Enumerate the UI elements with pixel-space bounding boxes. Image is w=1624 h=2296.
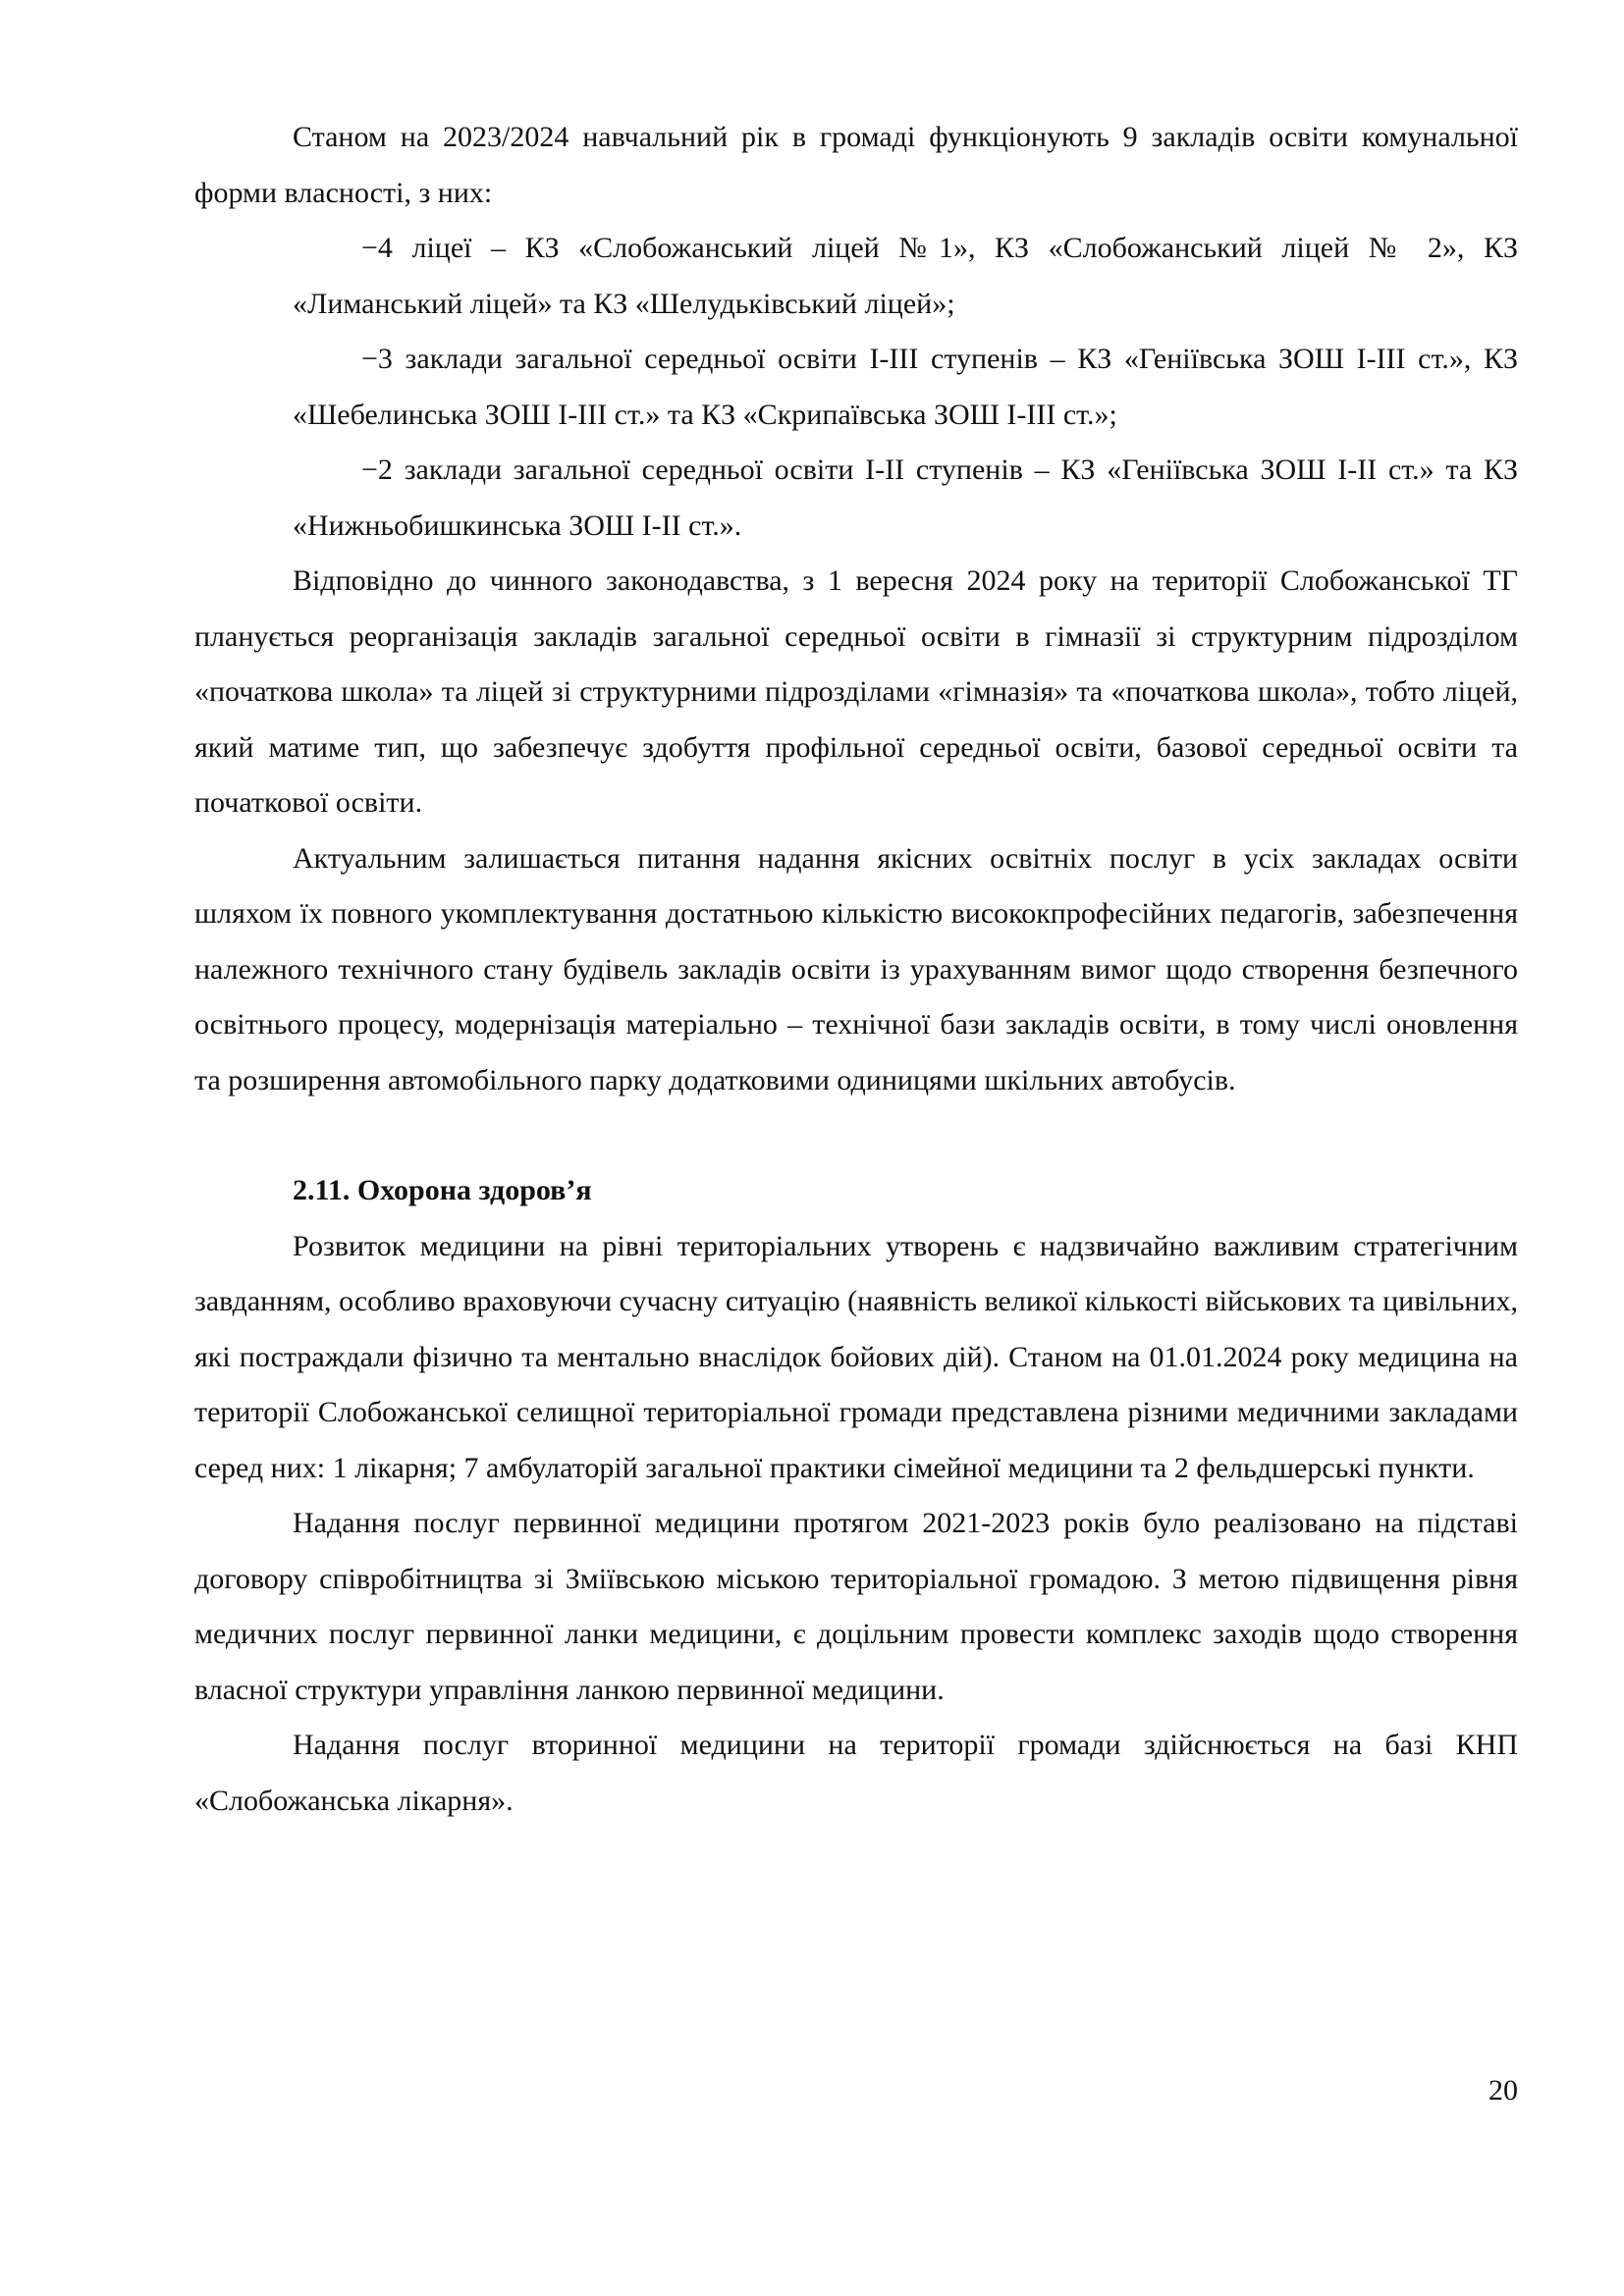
education-services-paragraph: Актуальним залишається питання надання якісних освітніх послуг в усіх закладах освіти шляхом їх повного укомплектування достатньою кількістю висококпрофесійних педагогів, забезпечення належного технічного стану будівель закладів освіти із урахуванням вимог щодо створення безпечного освітнього процесу, модернізація матеріально – технічної бази закладів освіти, в тому числі оновлення та розширення автомобільного парку додатковими одиницями шкільних автобусів. (194, 841, 1518, 1096)
list-item-text: 3 заклади загальної середньої освіти І-ІІІ ступенів – КЗ «Геніївська ЗОШ І-ІІІ ст.», КЗ «Шебелинська ЗОШ І-ІІІ ст.» та КЗ «Скрипаївська ЗОШ І-ІІІ ст.»; (293, 343, 1518, 431)
institutions-list (194, 221, 1518, 554)
list-item (293, 443, 1518, 554)
list-item-text: 4 ліцеї – КЗ «Слобожанський ліцей №1», КЗ «Слобожанський ліцей № 2», КЗ «Лиманський ліцей» та КЗ «Шелудьківський ліцей»; (293, 232, 1518, 320)
document-page (194, 110, 1518, 1829)
list-item-text: 2 заклади загальної середньої освіти І-ІІ ступенів – КЗ «Геніївська ЗОШ І-ІІ ст.» та КЗ «Нижньобишкинська ЗОШ І-ІІ ст.». (293, 454, 1518, 542)
section-spacer (194, 1108, 1518, 1163)
section-heading: 2.11. Охорона здоров’я (293, 1174, 592, 1206)
list-item (293, 332, 1518, 443)
list-item (293, 221, 1518, 332)
reorganization-paragraph: Відповідно до чинного законодавства, з 1 вересня 2024 року на території Слобожанської ТГ планується реорганізація закладів загальної середньої освіти в гімназії зі структурним підрозділом «початкова школа» та ліцей зі структурними підрозділами «гімназія» та «початкова школа», тобто ліцей, який матиме тип, що забезпечує здобуття профільної середньої освіти, базової середньої освіти та початкової освіти. (194, 564, 1518, 819)
list-dash: − (361, 454, 378, 486)
secondary-care-paragraph: Надання послуг вторинної медицини на території громади здійснюється на базі КНП «Слобожанська лікарня». (194, 1729, 1518, 1817)
primary-care-paragraph: Надання послуг первинної медицини протягом 2021-2023 років було реалізовано на підставі договору співробітництва зі Зміївською міською територіальної громадою. З метою підвищення рівня медичних послуг первинної ланки медицини, є доцільним провести комплекс заходів щодо створення власної структури управління ланкою первинної медицини. (194, 1507, 1518, 1706)
page-number: 20 (1489, 2074, 1518, 2107)
list-dash: − (361, 343, 378, 375)
healthcare-paragraph: Розвиток медицини на рівні територіальних утворень є надзвичайно важливим стратегічним завданням, особливо враховуючи сучасну ситуацію (наявність великої кількості військових та цивільних, які постраждали фізично та ментально внаслідок бойових дій). Станом на 01.01.2024 року медицина на території Слобожанської селищної територіальної громади представлена різними медичними закладами серед них: 1 лікарня; 7 амбулаторій загальної практики сімейної медицини та 2 фельдшерські пункти. (194, 1229, 1518, 1484)
list-dash: − (361, 232, 378, 264)
intro-paragraph: Станом на 2023/2024 навчальний рік в громаді функціонують 9 закладів освіти комунальної форми власності, з них: (194, 121, 1518, 209)
